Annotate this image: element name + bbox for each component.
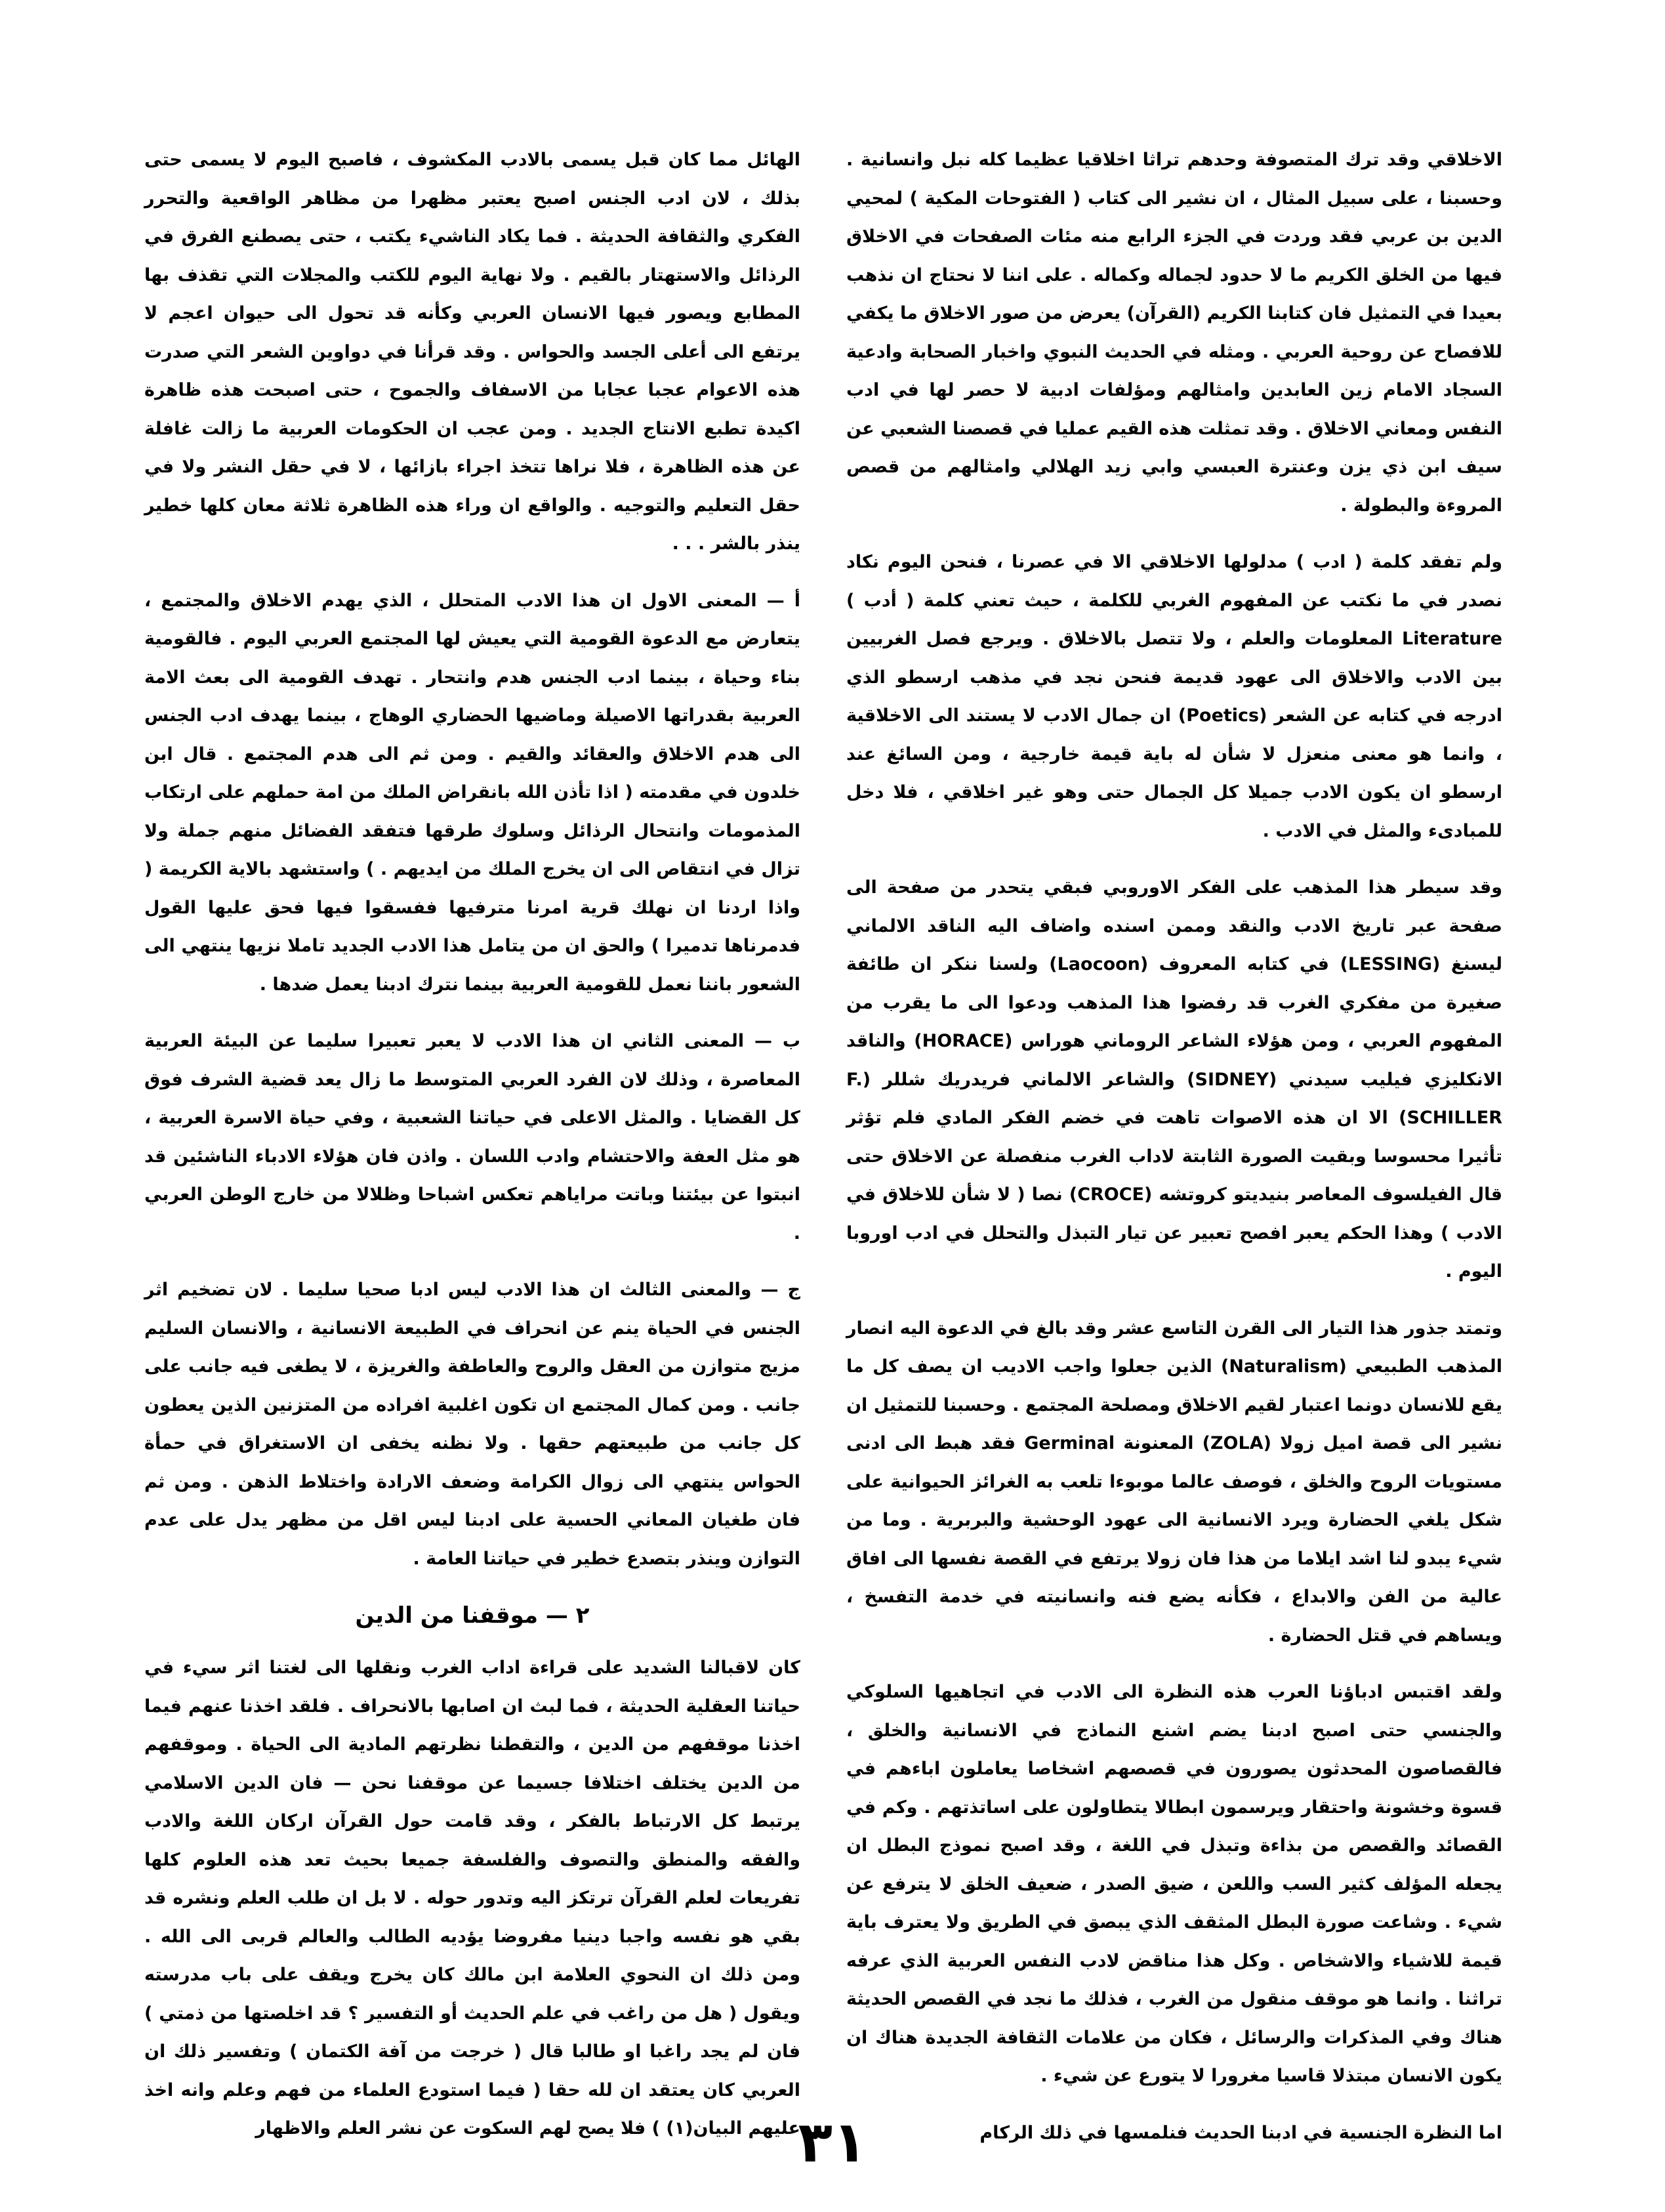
section-heading: ٢ — موقفنا من الدين bbox=[355, 1602, 590, 1629]
left-paragraph-3: ب — المعنى الثاني ان هذا الادب لا يعبر تعبيرا سليما عن البيئة العربية المعاصرة ، وذلك لان الفرد العربي المتوسط ما زال يعد قضية الشرف فوق كل القضايا . والمثل الاعلى في حياتنا الشعبية ، وفي حياة الاسرة العربية ، هو مثل العفة والاحتشام وادب اللسان . واذن فان هؤلاء الادباء الناشئين قد انبتوا عن بيئتنا وباتت مراياهم تعكس اشباحا وظلالا من خارج الوطن العربي . bbox=[144, 1031, 800, 1243]
left-column bbox=[144, 141, 800, 2167]
page-number: ٣١ bbox=[798, 2110, 867, 2175]
right-paragraph-1: الاخلاقي وقد ترك المتصوفة وحدهم تراثا اخلاقيا عظيما كله نبل وانسانية . وحسبنا ، على سبيل المثال ، ان نشير الى كتاب ( الفتوحات المكية ) لمحيي الدين بن عربي فقد وردت في الجزء الرابع منه مئات الصفحات في الاخلاق فيها من الخلق الكريم ما لا حدود لجماله وكماله . على اننا لا نحتاج ان نذهب بعيدا في التمثيل فان كتابنا الكريم (القرآن) يعرض من صور الاخلاق ما يكفي للافصاح عن روحية العربي . ومثله في الحديث النبوي واخبار الصحابة وادعية السجاد الامام زين العابدين وامثالهم ومؤلفات ادبية لا حصر لها في ادب النفس ومعاني الاخلاق . وقد تمثلت هذه القيم عمليا في قصصنا الشعبي عن سيف ابن ذي يزن وعنترة العبسي وابي زيد الهلالي وامثالهم من قصص المروءة والبطولة . bbox=[846, 150, 1502, 516]
right-column bbox=[846, 141, 1502, 2171]
right-paragraph-5: ولقد اقتبس ادباؤنا العرب هذه النظرة الى الادب في اتجاهيها السلوكي والجنسي حتى اصبح ادبنا يضم اشنع النماذج في الانسانية والخلق ، فالقصاصون المحدثون يصورون في قصصهم اشخاصا يعاملون اباءهم في قسوة وخشونة واحتقار ويرسمون ابطالا يتطاولون على اساتذتهم . وكم في القصائد والقصص من بذاءة وتبذل في اللغة ، وقد اصبح نموذج البطل ان يجعله المؤلف كثير السب واللعن ، ضيق الصدر ، ضعيف الخلق لا يترفع عن شيء . وشاعت صورة البطل المثقف الذي يبصق في الطريق ولا يعترف باية قيمة للاشياء والاشخاص . وكل هذا مناقض لادب النفس العربية الذي عرفه تراثنا . وانما هو موقف منقول من الغرب ، فذلك ما نجد في القصص الحديثة هناك وفي المذكرات والرسائل ، فكان من علامات الثقافة الجديدة هناك ان يكون الانسان مبتذلا قاسيا مغرورا لا يتورع عن شيء . bbox=[846, 1682, 1502, 2086]
section-paragraph-1: كان لاقبالنا الشديد على قراءة اداب الغرب ونقلها الى لغتنا اثر سيء في حياتنا العقلية الحديثة ، فما لبث ان اصابها بالانحراف . فلقد اخذنا عنهم فيما اخذنا موقفهم من الدين ، والتقطنا نظرتهم المادية الى الحياة . وموقفهم من الدين يختلف اختلافا جسيما عن موقفنا نحن — فان الدين الاسلامي يرتبط كل الارتباط بالفكر ، وقد قامت حول القرآن اركان اللغة والادب والفقه والمنطق والتصوف والفلسفة جميعا بحيث تعد هذه العلوم كلها تفريعات لعلم القرآن ترتكز اليه وتدور حوله . لا بل ان طلب العلم ونشره قد بقي هو نفسه واجبا دينيا مفروضا يؤديه الطالب والعالم قربى الى الله . ومن ذلك ان النحوي العلامة ابن مالك كان يخرج ويقف على باب مدرسته ويقول ( هل من راغب في علم الحديث أو التفسير ؟ قد اخلصتها من ذمتي ) فان لم يجد راغبا او طالبا قال ( خرجت من آفة الكتمان ) وتفسير ذلك ان العربي كان يعتقد ان لله حقا ( فيما استودع العلماء من فهم وعلم وانه اخذ عليهم البيان(١) ) فلا يصح لهم السكوت عن نشر العلم والاظهار bbox=[144, 1658, 800, 2139]
left-paragraph-2: أ — المعنى الاول ان هذا الادب المتحلل ، الذي يهدم الاخلاق والمجتمع ، يتعارض مع الدعوة القومية التي يعيش لها المجتمع العربي اليوم . فالقومية بناء وحياة ، بينما ادب الجنس هدم وانتحار . تهدف القومية الى بعث الامة العربية بقدراتها الاصيلة وماضيها الحضاري الوهاج ، بينما يهدف ادب الجنس الى هدم الاخلاق والعقائد والقيم . ومن ثم الى هدم المجتمع . قال ابن خلدون في مقدمته ( اذا تأذن الله بانقراض الملك من امة حملهم على ارتكاب المذمومات وانتحال الرذائل وسلوك طرقها فتفقد الفضائل منهم جملة ولا تزال في انتقاص الى ان يخرج الملك من ايديهم . ) واستشهد بالاية الكريمة ( واذا اردنا ان نهلك قرية امرنا مترفيها ففسقوا فيها فحق عليها القول فدمرناها تدميرا ) والحق ان من يتامل هذا الادب الجديد تاملا نزيها ينتهي الى الشعور باننا نعمل للقومية العربية بينما نترك ادبنا يعمل ضدها . bbox=[144, 590, 800, 995]
right-paragraph-2: ولم تفقد كلمة ( ادب ) مدلولها الاخلاقي الا في عصرنا ، فنحن اليوم نكاد نصدر في ما نكتب عن المفهوم الغربي للكلمة ، حيث تعني كلمة ( أدب ) Literature المعلومات والعلم ، ولا تتصل بالاخلاق . ويرجع فصل الغربيين بين الادب والاخلاق الى عهود قديمة فنحن نجد في مذهب ارسطو الذي ادرجه في كتابه عن الشعر (Poetics) ان جمال الادب لا يستند الى الاخلاقية ، وانما هو معنى منعزل لا شأن له باية قيمة خارجية ، ومن السائغ عند ارسطو ان يكون الادب جميلا كل الجمال حتى وهو غير اخلاقي ، فلا دخل للمبادىء والمثل في الادب . bbox=[846, 552, 1503, 841]
right-paragraph-4: وتمتد جذور هذا التيار الى القرن التاسع عشر وقد بالغ في الدعوة اليه انصار المذهب الطبيعي (Naturalism) الذين جعلوا واجب الاديب ان يصف كل ما يقع للانسان دونما اعتبار لقيم الاخلاق ومصلحة المجتمع . وحسبنا للتمثيل ان نشير الى قصة اميل زولا (ZOLA) المعنونة Germinal فقد هبط الى ادنى مستويات الروح والخلق ، فوصف عالما موبوءا تلعب به الغرائز الحيوانية على شكل يلغي الحضارة ويرد الانسانية الى عهود الوحشية والبربرية . وما من شيء يبدو لنا اشد ايلاما من هذا فان زولا يرتفع في القصة نفسها الى افاق عالية من الفن والابداع ، فكأنه يضع فنه وانسانيته في خدمة التفسخ ، ويساهم في قتل الحضارة . bbox=[846, 1318, 1502, 1646]
right-paragraph-6: اما النظرة الجنسية في ادبنا الحديث فنلمسها في ذلك الركام bbox=[979, 2122, 1502, 2143]
left-paragraph-4: ج — والمعنى الثالث ان هذا الادب ليس ادبا صحيا سليما . لان تضخيم اثر الجنس في الحياة ينم عن انحراف في الطبيعة الانسانية ، والانسان السليم مزيج متوازن من العقل والروح والعاطفة والغريزة ، لا يطغى فيه جانب على جانب . ومن كمال المجتمع ان تكون اغلبية افراده من المتزنين الذين يعطون كل جانب من طبيعتهم حقها . ولا نظنه يخفى ان الاستغراق في حمأة الحواس ينتهي الى زوال الكرامة وضعف الارادة واختلاط الذهن . ومن ثم فان طغيان المعاني الحسية على ادبنا ليس اقل من مظهر يدل على عدم التوازن وينذر بتصدع خطير في حياتنا العامة . bbox=[144, 1280, 800, 1569]
left-paragraph-1: الهائل مما كان قبل يسمى بالادب المكشوف ، فاصبح اليوم لا يسمى حتى بذلك ، لان ادب الجنس اصبح يعتبر مظهرا من مظاهر الواقعية والتحرر الفكري والثقافة الحديثة . فما يكاد الناشيء يكتب ، حتى يصطنع الفرق في الرذائل والاستهتار بالقيم . ولا نهاية اليوم للكتب والمجلات التي تقذف بها المطابع ويصور فيها الانسان العربي وكأنه قد تحول الى حيوان اعجم لا يرتفع الى أعلى الجسد والحواس . وقد قرأنا في دواوين الشعر التي صدرت هذه الاعوام عجبا عجابا من الاسفاف والجموح ، حتى اصبحت هذه ظاهرة اكيدة تطبع الانتاج الجديد . ومن عجب ان الحكومات العربية ما زالت غافلة عن هذه الظاهرة ، فلا نراها تتخذ اجراء بازائها ، لا في حقل النشر ولا في حقل التعليم والتوجيه . والواقع ان وراء هذه الظاهرة ثلاثة معان كلها خطير ينذر بالشر . . . bbox=[144, 150, 800, 554]
right-paragraph-3: وقد سيطر هذا المذهب على الفكر الاوروبي فبقي يتحدر من صفحة الى صفحة عبر تاريخ الادب والنقد وممن اسنده واضاف اليه الناقد الالماني ليسنغ (LESSING) في كتابه المعروف (Laocoon) ولسنا ننكر ان طائفة صغيرة من مفكري الغرب قد رفضوا هذا المذهب ودعوا الى ما يقرب من المفهوم العربي ، ومن هؤلاء الشاعر الروماني هوراس (HORACE) والناقد الانكليزي فيليب سيدني (SIDNEY) والشاعر الالماني فريدريك شللر (F. SCHILLER) الا ان هذه الاصوات تاهت في خضم الفكر المادي فلم تؤثر تأثيرا محسوسا وبقيت الصورة الثابتة لاداب الغرب منفصلة عن الاخلاق حتى قال الفيلسوف المعاصر بنيديتو كروتشه (CROCE) نصا ( لا شأن للاخلاق في الادب ) وهذا الحكم يعبر افصح تعبير عن تيار التبذل والتحلل في ادب اوروبا اليوم . bbox=[846, 877, 1502, 1282]
